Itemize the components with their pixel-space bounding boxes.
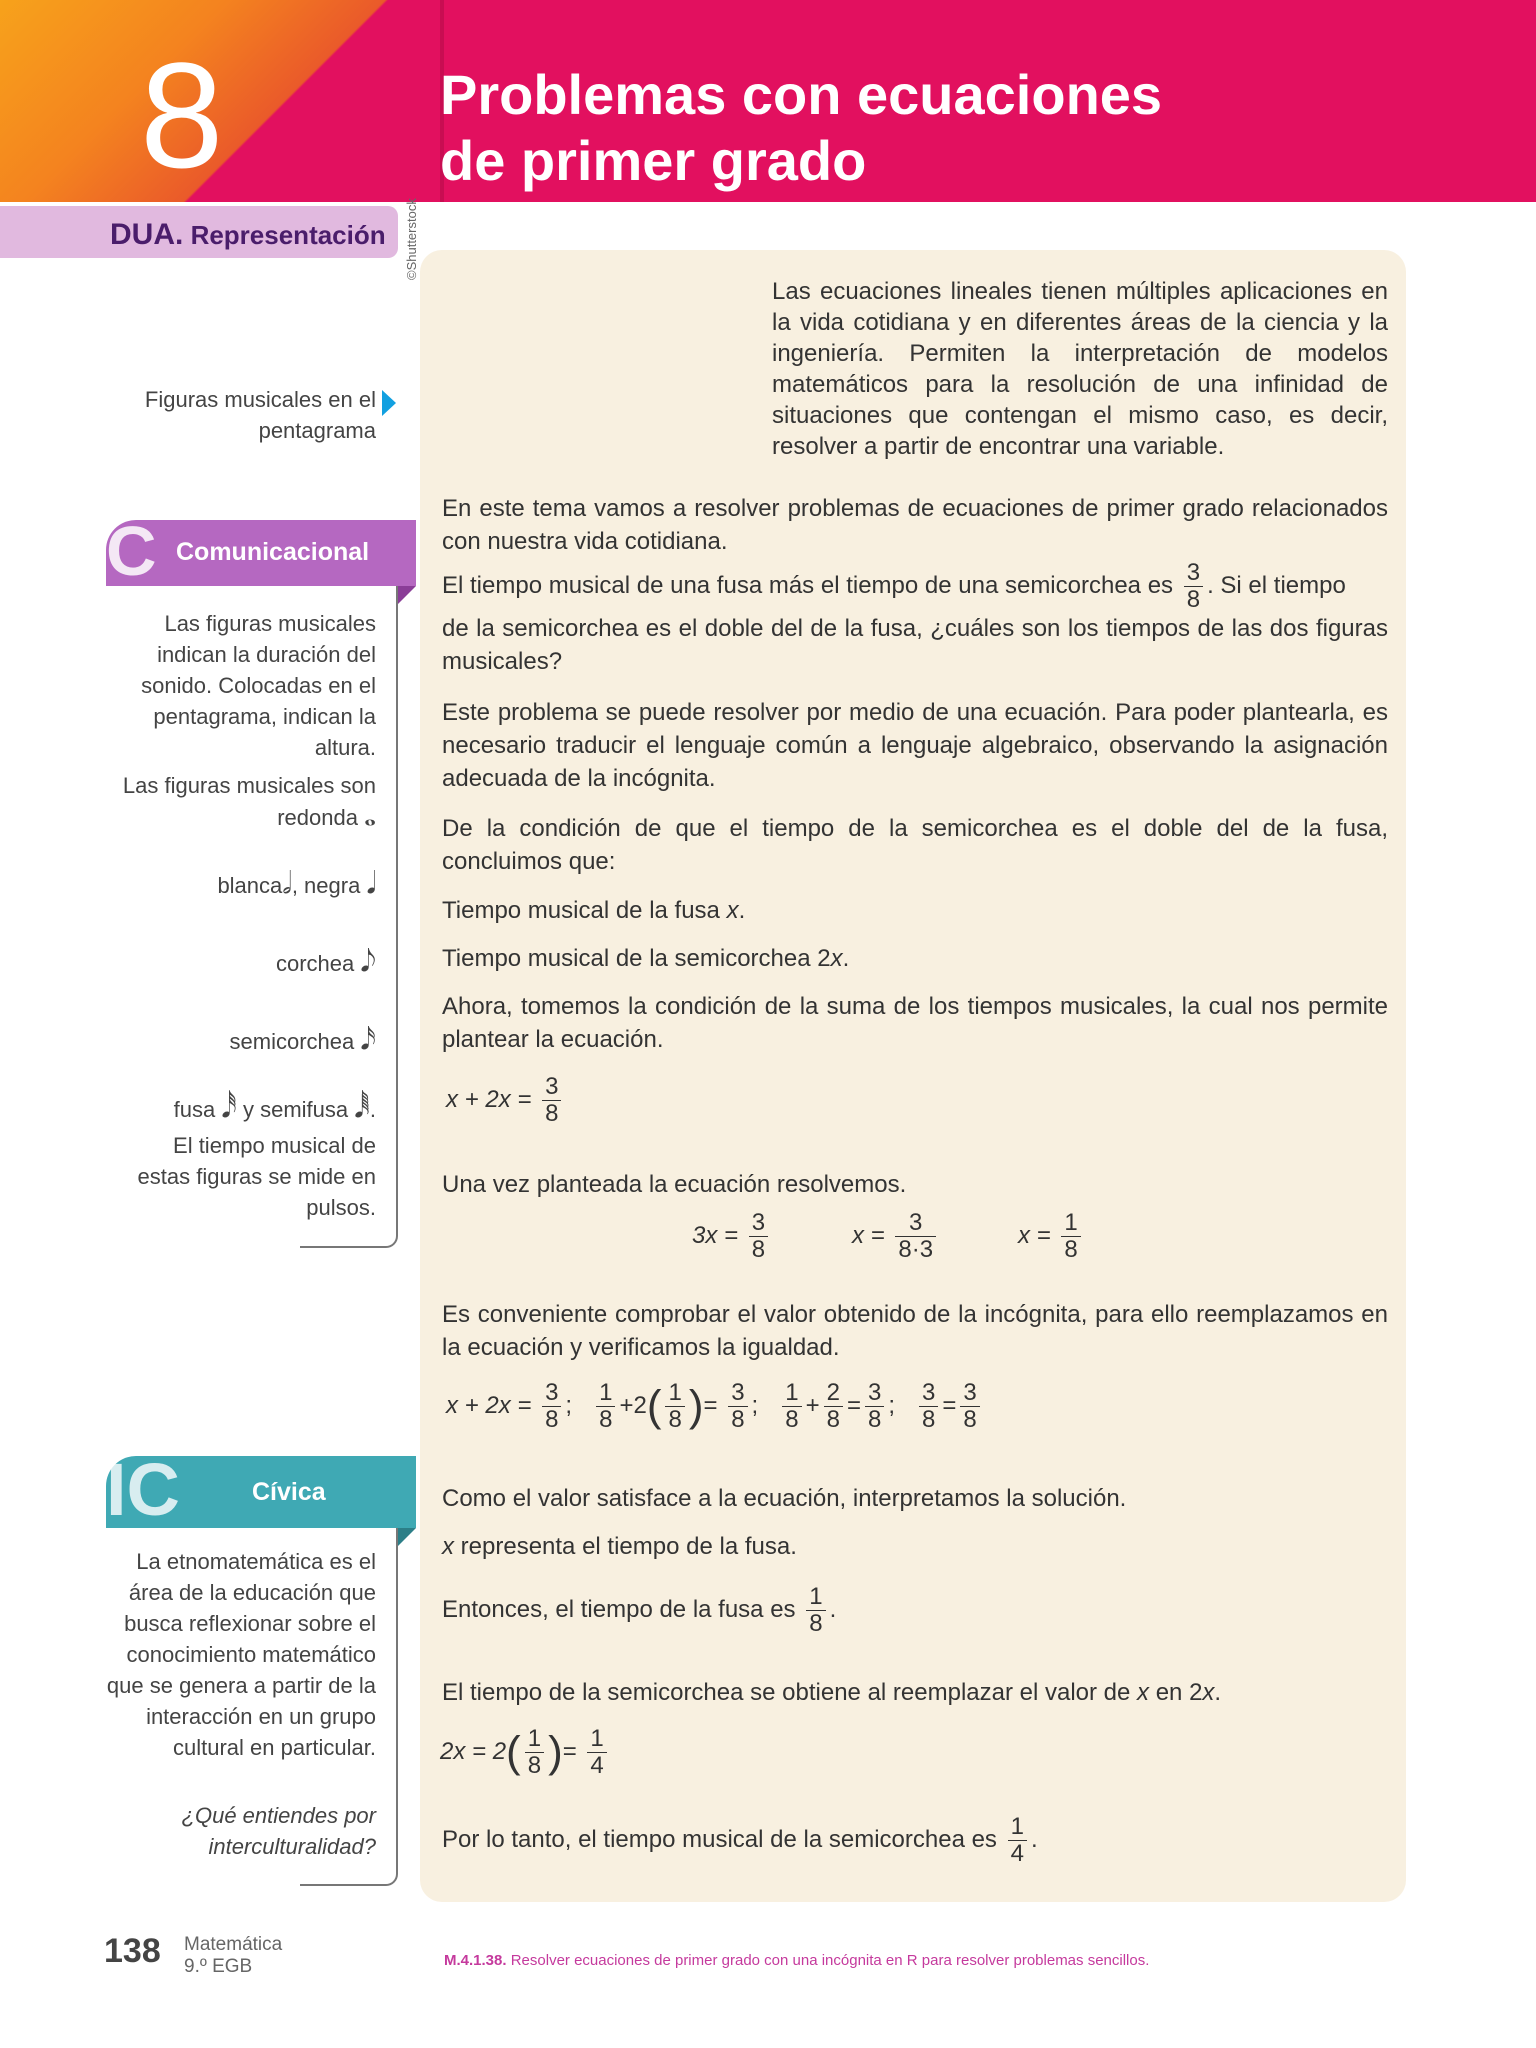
- p6-text: Tiempo musical de la semicorchea 2: [442, 945, 831, 972]
- frac: [1008, 1814, 1027, 1867]
- paragraph-8: Una vez planteada la ecuación resolvemos.: [442, 1171, 907, 1198]
- frac-num: 1: [587, 1726, 606, 1753]
- eq2c-lhs: x =: [1018, 1221, 1051, 1249]
- p6-var: x: [830, 945, 843, 972]
- p13-var2: x: [1202, 1679, 1215, 1706]
- corchea-icon: 𝅘𝅥𝅮: [360, 945, 376, 978]
- frac-num: 3: [919, 1380, 938, 1407]
- fraction-3-8: [1184, 560, 1203, 613]
- frac-num: 3: [865, 1380, 884, 1407]
- frac-den: 8·3: [898, 1236, 934, 1263]
- negra-icon: 𝅘𝅥: [366, 867, 376, 900]
- p6-end: .: [842, 945, 850, 972]
- frac-num: 1: [596, 1380, 615, 1407]
- p13-var: x: [1137, 1679, 1150, 1706]
- frac-den: 8: [809, 1610, 823, 1637]
- frac-den: 8: [545, 1100, 559, 1127]
- frac-num: 3: [960, 1380, 979, 1407]
- frac-num: 1: [1061, 1210, 1080, 1237]
- paragraph-13: [442, 1676, 1388, 1709]
- eq2b-lhs: x =: [852, 1221, 885, 1249]
- eq4-lhs: 2x = 2: [440, 1737, 507, 1765]
- p13-end: .: [1214, 1679, 1222, 1706]
- eq3-lhs: x + 2x =: [446, 1391, 532, 1419]
- civica-question: ¿Qué entiendes por interculturalidad?: [181, 1803, 376, 1859]
- eq1-fraction: [542, 1074, 561, 1127]
- civica-title: Cívica: [252, 1478, 326, 1506]
- image-caption: Figuras musicales en el pentagrama: [144, 387, 376, 443]
- comunicacional-title: Comunicacional: [176, 538, 370, 566]
- frac-den: 8: [668, 1406, 682, 1433]
- frac-num: 3: [749, 1210, 768, 1237]
- frac-den: 8: [751, 1236, 766, 1263]
- dua-label-bold: DUA.: [110, 218, 184, 251]
- skill-text: Resolver ecuaciones de primer grado con una incógnita en R para resolver problemas sencillos.: [506, 1952, 1150, 1969]
- paragraph-4: De la condición de que el tiempo de la semicorchea es el doble del de la fusa, concluimos que:: [442, 815, 1388, 875]
- paragraph-5: [442, 894, 1388, 927]
- eq2a-fraction: [749, 1210, 768, 1263]
- equation-2b: [852, 1210, 940, 1263]
- civica-p1: La etnomatemática es el área de la educación que busca reflexionar sobre el conocimiento matemático que se genera a partir de la interacción en un grupo cultural en particular.: [106, 1549, 376, 1760]
- civica-fold: [398, 1528, 416, 1546]
- fusa-row: [86, 1092, 376, 1125]
- frac-den: 8: [731, 1406, 745, 1433]
- image-credit: ©Shutterstock: [404, 198, 419, 280]
- frac-num: 2: [824, 1380, 843, 1407]
- skill-code: M.4.1.38.: [444, 1952, 507, 1969]
- frac-den: 8: [1064, 1236, 1078, 1263]
- frac: [865, 1380, 884, 1433]
- frac-num: 1: [525, 1726, 544, 1753]
- semicorchea-row: [116, 1024, 376, 1057]
- equation-2a: [692, 1210, 772, 1263]
- frac-den: 8: [826, 1406, 840, 1433]
- corchea-label: corchea: [275, 951, 355, 976]
- paragraph-14: Por lo tanto, el tiempo musical de la semicorchea es $\frac{1}{4}$ .: [442, 1813, 1038, 1867]
- comunicacional-p2: Las figuras musicales son: [122, 773, 376, 798]
- frac-den: 8: [963, 1406, 977, 1433]
- frac-den: 8: [785, 1406, 799, 1433]
- frac: [728, 1380, 747, 1433]
- list-end: .: [369, 1097, 376, 1122]
- p5-text: Tiempo musical de la fusa: [442, 897, 727, 924]
- frac-num: 1: [782, 1380, 801, 1407]
- frac-num: 3: [542, 1074, 561, 1101]
- eq2c-fraction: [1061, 1210, 1080, 1263]
- p11-var: x: [442, 1533, 454, 1560]
- p11-text: representa el tiempo de la fusa.: [454, 1533, 797, 1560]
- frac-den: 8: [1186, 586, 1201, 613]
- frac-den: 8: [867, 1406, 882, 1433]
- frac-den: 4: [1010, 1840, 1024, 1867]
- comunicacional-p3: El tiempo musical de estas figuras se mide en pulsos.: [137, 1133, 376, 1220]
- frac-den: 8: [599, 1406, 613, 1433]
- frac-num: 1: [665, 1380, 684, 1407]
- eq2a-lhs: 3x =: [692, 1221, 739, 1249]
- frac: [824, 1380, 843, 1433]
- equation-4: 2x = 2( $\frac{1}{8}$ )= $\frac{1}{4}$: [440, 1726, 611, 1779]
- equation-3: x + 2x = $\frac{3}{8}$ ; $\frac{1}{8}$ +2( $\frac{1}{8}$ )= $\frac{3}{8}$ ; $\frac{1}{8}$ + $\frac{2}{8}$ = $\frac{3}{8}$ ; $\frac{3}{8}$ = $\frac{3}{8}$: [446, 1380, 984, 1433]
- comunicacional-p1: Las figuras musicales indican la duración del sonido. Colocadas en el pentagrama, indican la altura.: [141, 611, 376, 760]
- frac: [806, 1584, 825, 1637]
- dua-label: [110, 218, 386, 252]
- skill-footer: [444, 1952, 1149, 1969]
- paragraph-7: Ahora, tomemos la condición de la suma de los tiempos musicales, la cual nos permite plantear la ecuación.: [442, 993, 1388, 1053]
- blanca-icon: 𝅗𝅥: [282, 867, 292, 900]
- paragraph-12: Entonces, el tiempo de la fusa es $\frac{1}{8}$ .: [442, 1583, 837, 1637]
- p13-text-c: en 2: [1149, 1679, 1203, 1706]
- frac: [587, 1726, 606, 1779]
- equation-2c: [1018, 1210, 1085, 1263]
- frac-num: 3: [542, 1380, 561, 1407]
- paragraph-1: En este tema vamos a resolver problemas de ecuaciones de primer grado relacionados con nuestra vida cotidiana.: [442, 495, 1388, 555]
- comunicacional-c-icon: C: [106, 512, 157, 590]
- paragraph-6: [442, 942, 1388, 975]
- eq2b-fraction: [895, 1210, 936, 1263]
- frac: [919, 1380, 938, 1433]
- frac: [665, 1380, 684, 1433]
- frac: [542, 1380, 561, 1433]
- frac-num: 3: [1184, 560, 1203, 587]
- semifusa-icon: 𝅘𝅥𝅱: [354, 1091, 370, 1124]
- civica-ic-icon: IC: [106, 1448, 180, 1531]
- page-number: 138: [104, 1932, 161, 1970]
- frac: [960, 1380, 979, 1433]
- semicorchea-label: semicorchea: [229, 1029, 355, 1054]
- p14-text: Por lo tanto, el tiempo musical de la semicorchea es: [442, 1825, 997, 1853]
- redonda-row: [116, 800, 376, 833]
- frac-num: 1: [1008, 1814, 1027, 1841]
- eq1-lhs: x + 2x =: [446, 1085, 532, 1113]
- semifusa-label: y semifusa: [242, 1097, 349, 1122]
- frac: [525, 1726, 544, 1779]
- redonda-label: redonda: [277, 805, 358, 830]
- frac: [596, 1380, 615, 1433]
- page-title: Problemas con ecuaciones de primer grado: [440, 63, 1163, 192]
- p12-text: Entonces, el tiempo de la fusa es: [442, 1595, 796, 1623]
- paragraph-9: Es conveniente comprobar el valor obtenido de la incógnita, para ello reemplazamos en la ecuación y verificamos la igualdad.: [442, 1301, 1388, 1361]
- redonda-icon: 𝅝: [364, 799, 376, 832]
- coef-2: 2: [633, 1391, 647, 1419]
- paragraph-11: [442, 1530, 1388, 1563]
- dua-label-text: Representación: [183, 220, 386, 250]
- p2-text-b: . Si el tiempo: [1207, 571, 1346, 599]
- frac: [782, 1380, 801, 1433]
- frac-den: 8: [527, 1752, 542, 1779]
- semicorchea-icon: 𝅘𝅥𝅯: [360, 1023, 376, 1056]
- blanca-label: blanca: [217, 873, 283, 898]
- frac-num: 3: [728, 1380, 747, 1407]
- fusa-label: fusa: [173, 1097, 216, 1122]
- p5-var: x: [726, 897, 739, 924]
- equation-1: [446, 1074, 565, 1127]
- corchea-row: [116, 946, 376, 979]
- frac-num: 1: [806, 1584, 825, 1611]
- p5-end: .: [738, 897, 746, 924]
- fusa-icon: 𝅘𝅥𝅰: [221, 1091, 237, 1124]
- subject-label: Matemática 9.º EGB: [184, 1934, 283, 1977]
- unit-number: 8: [140, 31, 224, 199]
- comunicacional-fold: [398, 586, 416, 604]
- paragraph-10: Como el valor satisface a la ecuación, interpretamos la solución.: [442, 1485, 1127, 1512]
- frac-den: 8: [922, 1406, 936, 1433]
- blanca-negra-row: [116, 868, 376, 901]
- caption-arrow-icon: [382, 390, 396, 416]
- p13-text-a: El tiempo de la semicorchea se obtiene al reemplazar el valor de: [442, 1679, 1138, 1706]
- frac-num: 3: [895, 1210, 936, 1237]
- frac-den: 4: [590, 1752, 604, 1779]
- paragraph-2: [442, 560, 1388, 613]
- paragraph-2c: de la semicorchea es el doble del de la fusa, ¿cuáles son los tiempos de las dos figuras musicales?: [442, 615, 1388, 675]
- frac-den: 8: [545, 1406, 559, 1433]
- paragraph-3: Este problema se puede resolver por medio de una ecuación. Para poder plantearla, es necesario traducir el lenguaje común a lenguaje algebraico, observando la asignación adecuada de la incógnita.: [442, 699, 1388, 792]
- negra-label: , negra: [291, 873, 361, 898]
- intro-paragraph: Las ecuaciones lineales tienen múltiples aplicaciones en la vida cotidiana y en diferentes áreas de la ciencia y la ingeniería. Permiten la interpretación de modelos matemáticos para la resolución de una infinidad de situaciones que contengan el mismo caso, es decir, resolver a partir de encontrar una variable.: [772, 278, 1388, 460]
- p2-text-a: El tiempo musical de una fusa más el tiempo de una semicorchea es: [442, 571, 1174, 599]
